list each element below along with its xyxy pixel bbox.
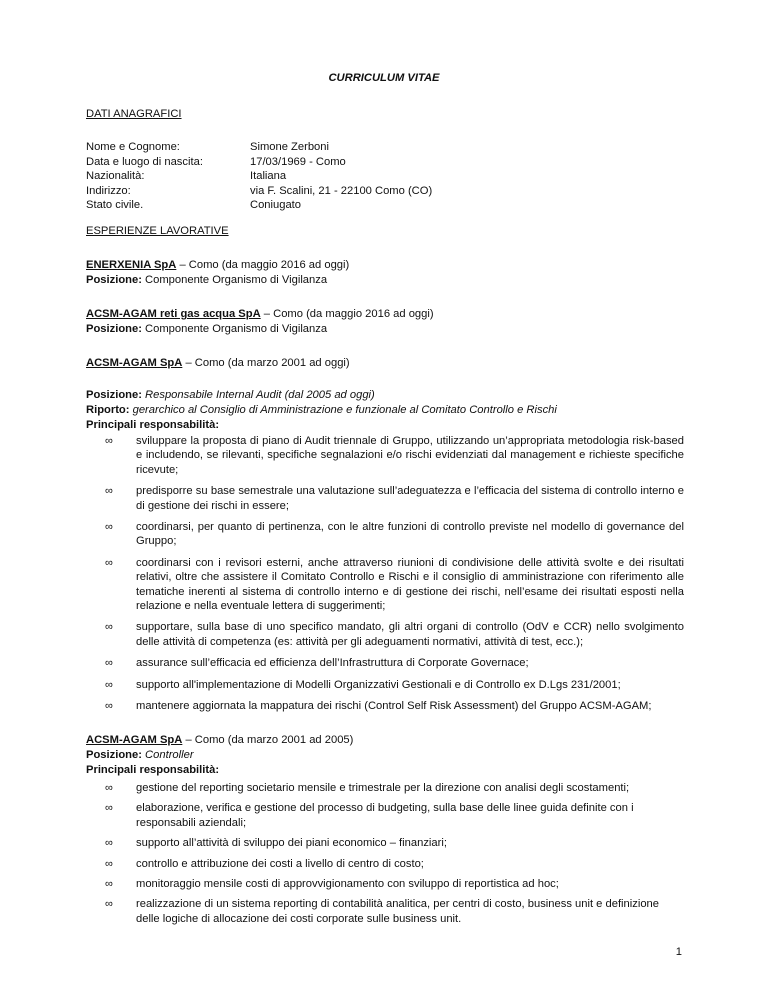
position-label: Posizione: — [86, 389, 142, 401]
audit-responsibilities-list — [86, 434, 684, 714]
personal-row — [86, 155, 686, 170]
list-item-text: mantenere aggiornata la mappatura dei rischi (Control Self Risk Assessment) del Gruppo ACSM-AGAM; — [136, 700, 652, 713]
field-label: Nazionalità: — [86, 170, 145, 183]
list-item — [86, 678, 684, 692]
controller-responsibilities-list — [86, 781, 684, 926]
company-name: ACSM-AGAM SpA — [86, 357, 183, 369]
list-item-text: supporto all'implementazione di Modelli Organizzativi Gestionali e di Controllo ex D.Lgs 231/2001; — [136, 678, 621, 691]
list-item — [86, 897, 684, 926]
list-item — [86, 801, 684, 830]
list-item-text: monitoraggio mensile costi di approvvigionamento con sviluppo di reportistica ad hoc; — [136, 878, 559, 891]
position-value: Controller — [141, 748, 194, 761]
section-heading-personal: DATI ANAGRAFICI — [86, 108, 182, 120]
personal-row — [86, 198, 686, 213]
list-item-text: elaborazione, verifica e gestione del processo di budgeting, sulla base delle linee guida definite con i responsabili aziendali; — [136, 802, 634, 829]
job-details: – Como (da maggio 2016 ad oggi) — [176, 259, 350, 271]
list-item-text: sviluppare la proposta di piano di Audit triennale di Gruppo, utilizzando un’appropriata metodologia risk-based e includendo, se rilevanti, specifiche segnalazioni e/o rischi evidenziati dal management e richieste specifiche ricevute; — [136, 435, 684, 476]
job-details: – Como (da maggio 2016 ad oggi) — [260, 308, 434, 320]
field-value: 17/03/1969 - Como — [250, 155, 346, 168]
list-item — [86, 620, 684, 649]
field-value: Coniugato — [250, 199, 302, 212]
section-heading-experience: ESPERIENZE LAVORATIVE — [86, 225, 229, 237]
list-item-text: supporto all’attività di sviluppo dei piani economico – finanziari; — [136, 837, 447, 850]
field-label: Nome e Cognome: — [86, 141, 180, 153]
bullet-icon: ∞ — [105, 878, 113, 891]
report-label: Riporto: — [86, 403, 130, 416]
page-number: 1 — [675, 946, 682, 958]
position-label: Posizione: — [86, 273, 142, 286]
responsibilities-label: Principali responsabilità: — [86, 419, 220, 432]
list-item — [86, 434, 684, 477]
report-value: gerarchico al Consiglio di Amministrazione e funzionale al Comitato Controllo e Rischi — [129, 403, 557, 416]
bullet-icon: ∞ — [105, 802, 113, 815]
job-details: – Como (da marzo 2001 ad oggi) — [182, 357, 350, 369]
position-value: Componente Organismo di Vigilanza — [141, 322, 328, 335]
personal-row — [86, 140, 686, 155]
job-audit-header — [86, 356, 686, 371]
job-controller — [86, 733, 686, 778]
personal-row — [86, 184, 686, 199]
list-item-text: coordinarsi, per quanto di pertinenza, con le altre funzioni di controllo previste nel modello di governance del Gruppo; — [136, 521, 684, 548]
bullet-icon: ∞ — [105, 898, 113, 911]
company-name: ENERXENIA SpA — [86, 259, 177, 271]
list-item-text: assurance sull’efficacia ed efficienza dell’Infrastruttura di Corporate Governace; — [136, 657, 529, 670]
job-reti — [86, 307, 686, 336]
company-name: ACSM-AGAM reti gas acqua SpA — [86, 308, 261, 320]
bullet-icon: ∞ — [105, 621, 113, 634]
list-item-text: gestione del reporting societario mensile e trimestrale per la direzione con analisi degli scostamenti; — [136, 782, 630, 794]
position-value: Responsabile Internal Audit (dal 2005 ad oggi) — [141, 389, 375, 401]
list-item-text: predisporre su base semestrale una valutazione sull’adeguatezza e l’efficacia del sistema di controllo interno e di gestione dei rischi in essere; — [136, 485, 684, 512]
list-item — [86, 520, 684, 549]
list-item — [86, 781, 684, 795]
field-label: Data e luogo di nascita: — [86, 155, 203, 168]
job-audit-role — [86, 388, 686, 433]
job-enerxenia — [86, 258, 686, 287]
list-item — [86, 699, 684, 713]
document-title: CURRICULUM VITAE — [328, 72, 440, 84]
list-item-text: realizzazione di un sistema reporting di contabilità analitica, per centri di costo, business unit e definizione delle logiche di allocazione dei costi corporate sulle business unit. — [136, 898, 659, 925]
list-item — [86, 484, 684, 513]
bullet-icon: ∞ — [105, 837, 113, 850]
personal-data-list — [86, 140, 686, 213]
position-value: Componente Organismo di Vigilanza — [141, 273, 328, 286]
list-item — [86, 857, 684, 871]
list-item — [86, 877, 684, 891]
bullet-icon: ∞ — [105, 678, 113, 691]
field-value: Simone Zerboni — [250, 141, 329, 153]
list-item — [86, 836, 684, 850]
bullet-icon: ∞ — [105, 700, 113, 713]
personal-row — [86, 169, 686, 184]
position-label: Posizione: — [86, 748, 142, 761]
list-item-text: controllo e attribuzione dei costi a livello di centro di costo; — [136, 857, 424, 870]
bullet-icon: ∞ — [105, 485, 113, 498]
list-item — [86, 656, 684, 670]
list-item-text: supportare, sulla base di uno specifico mandato, gli altri organi di controllo (OdV e CCR) nello svolgimento delle attività di competenza (es: attività per gli adeguamenti normativi, attività di test, ecc.); — [136, 621, 684, 648]
field-value: via F. Scalini, 21 - 22100 Como (CO) — [250, 184, 433, 197]
bullet-icon: ∞ — [105, 782, 113, 794]
responsibilities-label: Principali responsabilità: — [86, 764, 220, 777]
bullet-icon: ∞ — [105, 657, 113, 670]
field-label: Stato civile. — [86, 199, 144, 212]
company-name: ACSM-AGAM SpA — [86, 734, 183, 746]
bullet-icon: ∞ — [105, 435, 113, 447]
bullet-icon: ∞ — [105, 521, 113, 534]
field-value: Italiana — [250, 170, 287, 183]
field-label: Indirizzo: — [86, 184, 131, 197]
job-details: – Como (da marzo 2001 ad 2005) — [182, 734, 354, 746]
position-label: Posizione: — [86, 322, 142, 335]
bullet-icon: ∞ — [105, 556, 113, 569]
bullet-icon: ∞ — [105, 857, 113, 870]
list-item — [86, 556, 684, 614]
list-item-text: coordinarsi con i revisori esterni, anche attraverso riunioni di condivisione delle attività svolte e dei risultati relativi, oltre che assistere il Comitato Controllo e Rischi e il consiglio di amministrazione con riferimento alle tematiche inerenti al sistema di controllo interno e di gestione dei rischi, nell’esame dei risultati esposti nella relazione e nella eventuale lettera di suggerimenti; — [136, 556, 684, 613]
